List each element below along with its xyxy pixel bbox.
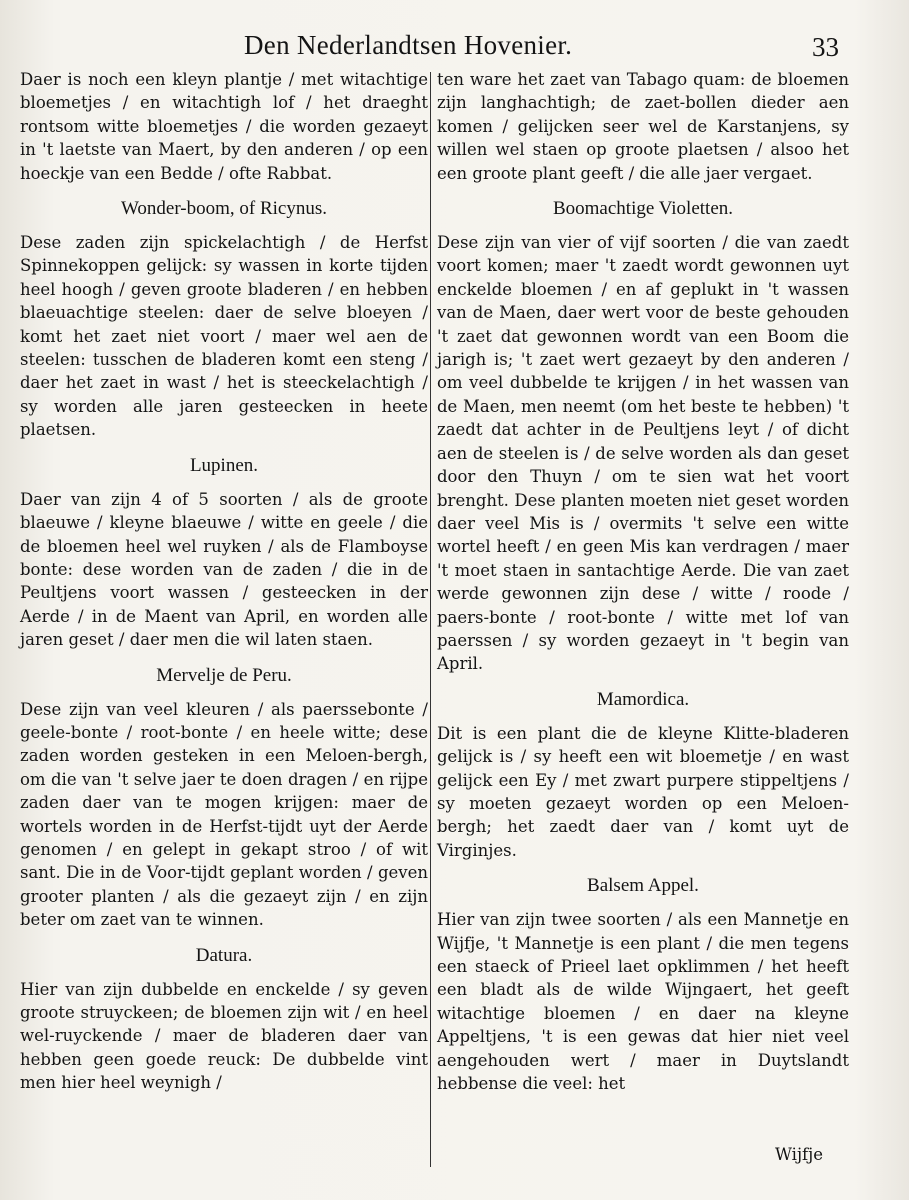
catchword: Wijfje <box>775 1145 824 1164</box>
section-heading: Boomachtige Violetten. <box>552 198 734 220</box>
page-number: 33 <box>812 32 839 62</box>
section-heading: Mamordica. <box>596 688 690 710</box>
paragraph: Dese zijn van veel kleuren / als paerssebonte / geele-bonte / root-bonte / en heele witte; dese zaden worden gesteken in een Meloen-bergh, om die van 't selve jaer te doen dragen / en rijpe zaden daer van te mogen krijgen: maer de wortels worden in de Herfst-tijdt uyt der Aerde genomen / en gelept in gekapt stroo / of wit sant. Die in de Voor-tijdt geplant worden / geven grooter planten / als die gezaeyt zijn / en zijn beter om zaet van te winnen. <box>20 699 428 930</box>
section-heading: Datura. <box>195 944 253 966</box>
paragraph: Dese zijn van vier of vijf soorten / die van zaedt voort komen; maer 't zaedt wordt gewonnen uyt enckelde bloemen / en af geplukt in 't wassen van de Maen, daer wert voor de beste gehouden 't zaet dat gewonnen wordt van een Boom die jarigh is; 't zaet wert gezaeyt by den anderen / om veel dubbelde te krijgen / in het wassen van de Maen, men neemt (om het beste te hebben) 't zaedt dat achter in de Peultjens leyt / of dicht aen de steelen is / de selve worden als dan geset door den Thuyn / om te sien wat het voort brenght. Dese planten moeten niet geset worden daer veel Mis is / overmits 't selve een witte wortel heeft / en geen Mis kan verdragen / maer 't moet staen in santachtige Aerde. Die van zaet werde gewonnen zijn dese / witte / roode / paers-bonte / root-bonte / witte met lof van paerssen / sy worden gezaeyt in 't begin van April. <box>437 233 849 674</box>
paragraph: Daer is noch een kleyn plantje / met witachtige bloemetjes / en witachtigh lof / het draeght rontsom witte bloemetjes / die worden gezaeyt in 't laetste van Maert, by den anderen / op een hoeckje van een Bedde / ofte Rabbat. <box>20 70 428 183</box>
paragraph: Hier van zijn dubbelde en enckelde / sy geven groote struyckeen; de bloemen zijn wit / en heel wel-ruyckende / maer de bladeren daer van hebben geen goede reuck: De dubbelde vint men hier heel weynigh / <box>20 979 428 1093</box>
left-column <box>20 68 428 1099</box>
column-divider <box>430 72 431 1167</box>
paragraph: Daer van zijn 4 of 5 soorten / als de groote blaeuwe / kleyne blaeuwe / witte en geele / die de bloemen heel wel ruyken / als de Flamboyse bonte: dese worden van de zaden / die in de Peultjens voort wassen / gesteecken in der Aerde / in de Maent van April, en worden alle jaren geset / daer men die wil laten staen. <box>20 489 428 650</box>
section-heading: Lupinen. <box>189 454 259 476</box>
paragraph: Dese zaden zijn spickelachtigh / de Herfst Spinnekoppen gelijck: sy wassen in korte tijden heel hoogh / geven groote bladeren / en hebben blaeuachtige steelen: daer de selve bloeyen / komt het zaet niet voort / maer wel aen de steelen: tusschen de bladeren komt een steng / daer het zaet in wast / het is steeckelachtigh / sy worden alle jaren gesteecken in heete plaetsen. <box>20 233 428 440</box>
paragraph: Hier van zijn twee soorten / als een Mannetje en Wijfje, 't Mannetje is een plant / die men tegens een staeck of Prieel laet opklimmen / het heeft een bladt als de wilde Wijngaert, het geeft witachtige bloemen / en daer na kleyne Appeltjens, 't is een gewas dat hier niet veel aengehouden wert / maer in Duytslandt hebbense die veel: het <box>437 910 849 1094</box>
right-column <box>437 68 849 1099</box>
section-heading: Balsem Appel. <box>587 875 699 897</box>
paragraph: ten ware het zaet van Tabago quam: de bloemen zijn langhachtigh; de zaet-bollen dieder aen komen / gelijcken seer wel de Karstanjens, sy willen wel staen op groote plaetsen / alsoo het een groote plant geeft / die alle jaer vergaet. <box>437 70 849 183</box>
running-title: Den Nederlandtsen Hovenier. <box>244 30 573 60</box>
section-heading: Mervelje de Peru. <box>156 664 292 686</box>
page-header <box>0 26 909 66</box>
paragraph: Dit is een plant die de kleyne Klitte-bladeren gelijck is / sy heeft een wit bloemetje / en wast gelijck een Ey / met zwart purpere stippeltjens / sy moeten gezaeyt worden op een Meloen-bergh; het zaedt daer van / komt uyt de Virginjes. <box>437 723 849 860</box>
section-heading: Wonder-boom, of Ricynus. <box>120 198 327 220</box>
